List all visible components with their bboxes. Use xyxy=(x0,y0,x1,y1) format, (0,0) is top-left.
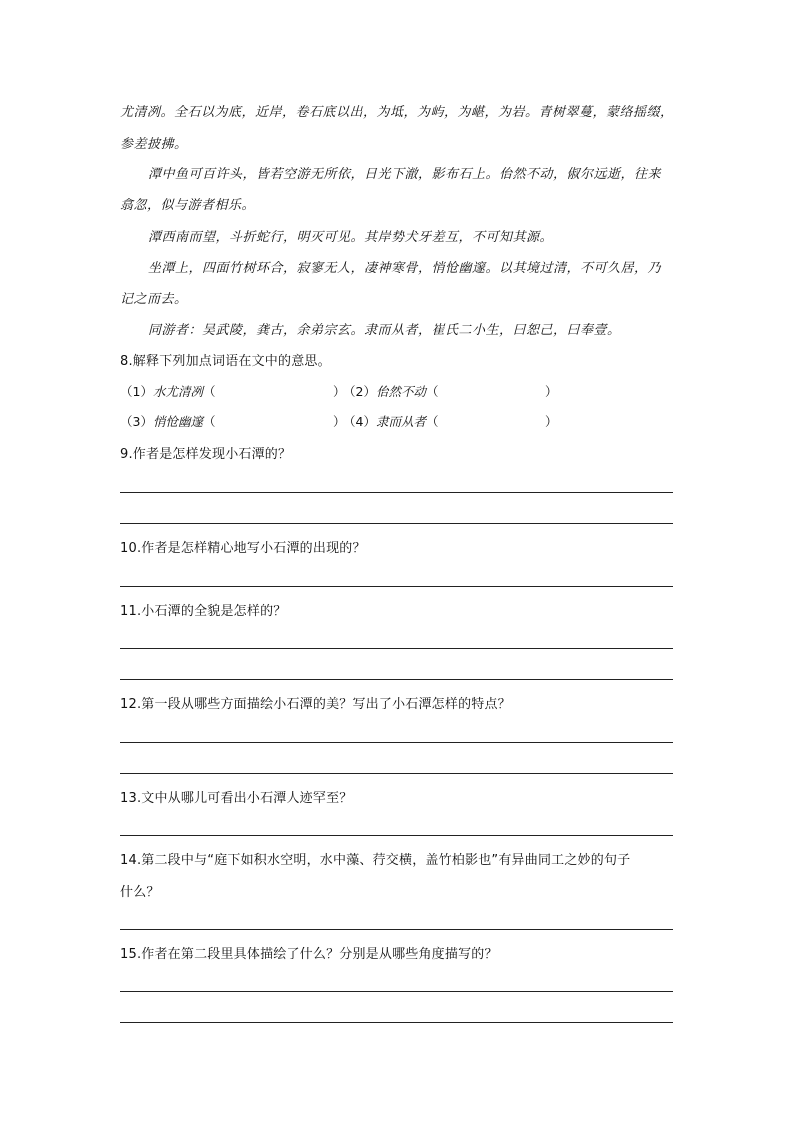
question-13: 13.文中从哪儿可看出小石潭人迹罕至？ xyxy=(120,791,353,806)
answer-line-15-b[interactable] xyxy=(120,1022,673,1023)
question-14-line2: 什么？ xyxy=(120,885,160,900)
option-1-number: （1） xyxy=(120,384,153,399)
option-4-open-paren: （ xyxy=(425,414,439,429)
option-3-close-paren: ） xyxy=(333,414,346,429)
option-3-open-paren: （ xyxy=(202,414,216,429)
answer-line-12-a[interactable] xyxy=(120,742,673,743)
question-8-option-3 xyxy=(120,416,215,429)
answer-line-15-a[interactable] xyxy=(120,991,673,992)
option-1-word: 水尤清冽 xyxy=(152,384,203,399)
option-3-word: 悄怆幽邃 xyxy=(152,414,203,429)
answer-line-10-a[interactable] xyxy=(120,586,673,587)
option-4-close-paren: ） xyxy=(545,414,558,429)
answer-line-14-a[interactable] xyxy=(120,929,673,930)
answer-line-11-b[interactable] xyxy=(120,679,673,680)
option-2-number: （2） xyxy=(343,384,376,399)
question-12: 12.第一段从哪些方面描绘小石潭的美？写出了小石潭怎样的特点？ xyxy=(120,697,511,712)
passage-p5-line1: 同游者：吴武陵，龚古，余弟宗玄。隶而从者，崔氏二小生，曰恕己，曰奉壹。 xyxy=(148,323,621,338)
question-15: 15.作者在第二段里具体描绘了什么？分别是从哪些角度描写的？ xyxy=(120,947,498,962)
question-11: 11.小石潭的全貌是怎样的？ xyxy=(120,604,287,619)
answer-line-11-a[interactable] xyxy=(120,648,673,649)
answer-line-9-b[interactable] xyxy=(120,523,673,524)
option-4-word: 隶而从者 xyxy=(375,414,426,429)
option-2-open-paren: （ xyxy=(425,384,439,399)
passage-p4-line2: 记之而去。 xyxy=(120,292,188,307)
option-2-close-paren: ） xyxy=(545,384,558,399)
passage-p1-line1: 尤清冽。全石以为底，近岸，卷石底以出，为坻，为屿，为嵁，为岩。青树翠蔓，蒙络摇缀， xyxy=(120,105,674,120)
answer-line-12-b[interactable] xyxy=(120,773,673,774)
question-14-line1: 14.第二段中与“庭下如积水空明，水中藻、荇交横，盖竹柏影也”有异曲同工之妙的句子 xyxy=(120,853,631,868)
passage-p2-line2: 翕忽，似与游者相乐。 xyxy=(120,198,256,213)
option-2-word: 佁然不动 xyxy=(375,384,426,399)
question-8-option-4 xyxy=(343,416,438,429)
answer-line-13-a[interactable] xyxy=(120,835,673,836)
option-1-close-paren: ） xyxy=(333,384,346,399)
option-3-number: （3） xyxy=(120,414,153,429)
question-8-option-2 xyxy=(343,386,438,399)
answer-line-9-a[interactable] xyxy=(120,492,673,493)
option-1-open-paren: （ xyxy=(202,384,216,399)
option-4-number: （4） xyxy=(343,414,376,429)
passage-p4-line1: 坐潭上，四面竹树环合，寂寥无人，凄神寒骨，悄怆幽邃。以其境过清，不可久居，乃 xyxy=(148,261,662,276)
question-8-option-1 xyxy=(120,386,215,399)
question-10: 10.作者是怎样精心地写小石潭的出现的？ xyxy=(120,541,366,556)
question-8-stem: 8.解释下列加点词语在文中的意思。 xyxy=(120,354,331,369)
question-9: 9.作者是怎样发现小石潭的？ xyxy=(120,447,292,462)
passage-p2-line1: 潭中鱼可百许头，皆若空游无所依，日光下澈，影布石上。佁然不动，俶尔远逝，往来 xyxy=(148,167,662,182)
passage-p1-line2: 参差披拂。 xyxy=(120,137,188,152)
passage-p3-line1: 潭西南而望，斗折蛇行，明灭可见。其岸势犬牙差互，不可知其源。 xyxy=(148,230,554,245)
